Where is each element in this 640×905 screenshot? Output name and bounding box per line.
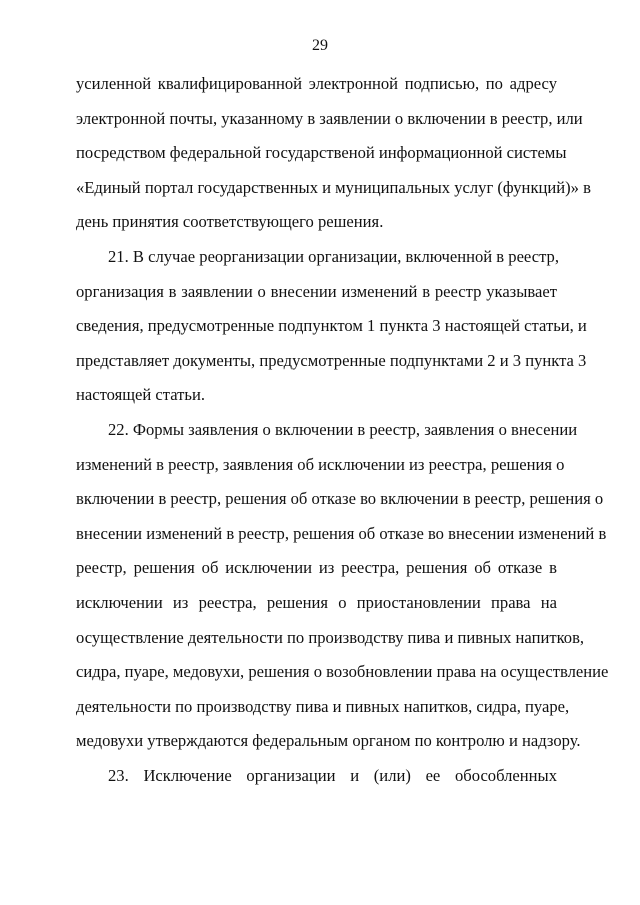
- text-line: осуществление деятельности по производству пива и пивных напитков,: [76, 627, 585, 647]
- text-line: электронной почты, указанному в заявлении о включении в реестр, или: [76, 108, 583, 128]
- text-line: деятельности по производству пива и пивных напитков, сидра, пуаре,: [76, 696, 570, 716]
- paragraph: [76, 419, 609, 766]
- text-line: представляет документы, предусмотренные подпунктами 2 и 3 пункта 3: [76, 350, 587, 370]
- paragraph: [76, 766, 557, 801]
- text-line: 22. Формы заявления о включении в реестр, заявления о внесении: [108, 419, 578, 439]
- text-line: настоящей статьи.: [76, 385, 206, 405]
- text-line: сидра, пуаре, медовухи, решения о возобновлении права на осуществление: [76, 662, 609, 682]
- text-line: включении в реестр, решения об отказе во включении в реестр, решения о: [76, 489, 604, 509]
- page-number: 29: [312, 37, 328, 54]
- text-line: сведения, предусмотренные подпунктом 1 пункта 3 настоящей статьи, и: [76, 316, 587, 336]
- text-line: исключении из реестра, решения о приостановлении права на: [76, 592, 557, 612]
- text-line: 21. В случае реорганизации организации, включенной в реестр,: [108, 246, 559, 266]
- document-body: [76, 74, 609, 800]
- text-line: посредством федеральной государственой информационной системы: [76, 143, 567, 163]
- text-line: медовухи утверждаются федеральным органом по контролю и надзору.: [76, 731, 581, 751]
- text-line: «Единый портал государственных и муниципальных услуг (функций)» в: [76, 177, 591, 197]
- text-line: организация в заявлении о внесении изменений в реестр указывает: [76, 281, 557, 301]
- text-line: реестр, решения об исключении из реестра, решения об отказе в: [76, 558, 557, 578]
- text-line: 23. Исключение организации и (или) ее обособленных: [108, 765, 557, 785]
- text-line: усиленной квалифицированной электронной подписью, по адресу: [76, 74, 557, 93]
- text-line: день принятия соответствующего решения.: [76, 212, 384, 232]
- text-line: изменений в реестр, заявления об исключении из реестра, решения о: [76, 454, 565, 474]
- paragraph: [76, 246, 587, 420]
- paragraph: [76, 74, 591, 247]
- text-line: внесении изменений в реестр, решения об отказе во внесении изменений в: [76, 523, 607, 543]
